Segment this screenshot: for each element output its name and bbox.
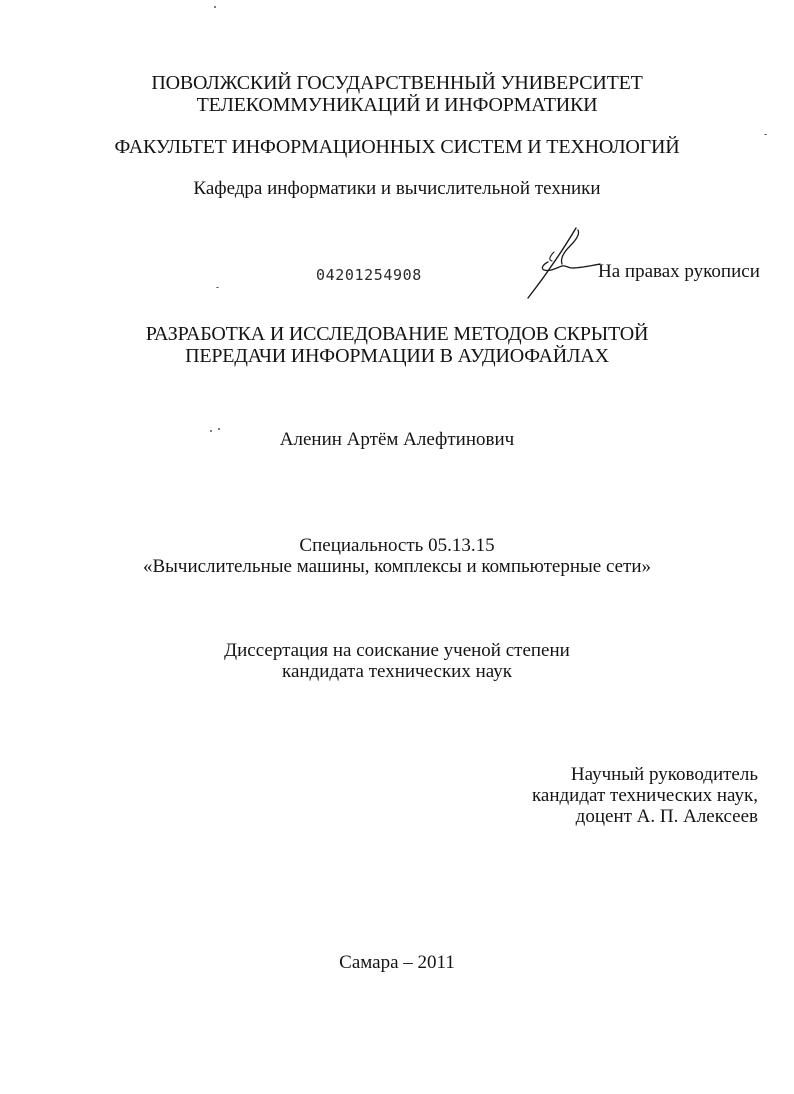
university-name-line1: ПОВОЛЖСКИЙ ГОСУДАРСТВЕННЫЙ УНИВЕРСИТЕТ	[151, 72, 643, 94]
thesis-title-line1: РАЗРАБОТКА И ИССЛЕДОВАНИЕ МЕТОДОВ СКРЫТОЙ	[145, 323, 649, 345]
author-name: Аленин Артём Алефтинович	[279, 429, 515, 450]
supervisor-role: Научный руководитель	[570, 764, 758, 785]
degree-line2: кандидата технических наук	[282, 661, 512, 682]
specialty-title: «Вычислительные машины, комплексы и компьютерные сети»	[142, 556, 652, 577]
registration-number: 04201254908	[316, 266, 422, 284]
scan-speck	[764, 134, 767, 135]
thesis-title-line2: ПЕРЕДАЧИ ИНФОРМАЦИИ В АУДИОФАЙЛАХ	[185, 345, 609, 367]
supervisor-name: доцент А. П. Алексеев	[575, 806, 758, 827]
specialty-code: Специальность 05.13.15	[299, 535, 495, 556]
department-name: Кафедра информатики и вычислительной техники	[193, 178, 601, 199]
scan-speck	[216, 287, 219, 288]
city-year: Самара – 2011	[339, 952, 455, 973]
degree-line1: Диссертация на соискание ученой степени	[224, 640, 570, 661]
supervisor-degree: кандидат технических наук,	[531, 785, 758, 806]
signature-icon	[520, 224, 602, 300]
faculty-name: ФАКУЛЬТЕТ ИНФОРМАЦИОННЫХ СИСТЕМ И ТЕХНОЛОГИЙ	[114, 136, 680, 158]
manuscript-rights-note: На правах рукописи	[598, 261, 760, 282]
scan-speck	[214, 6, 216, 8]
university-name-line2: ТЕЛЕКОММУНИКАЦИЙ И ИНФОРМАТИКИ	[196, 94, 598, 116]
